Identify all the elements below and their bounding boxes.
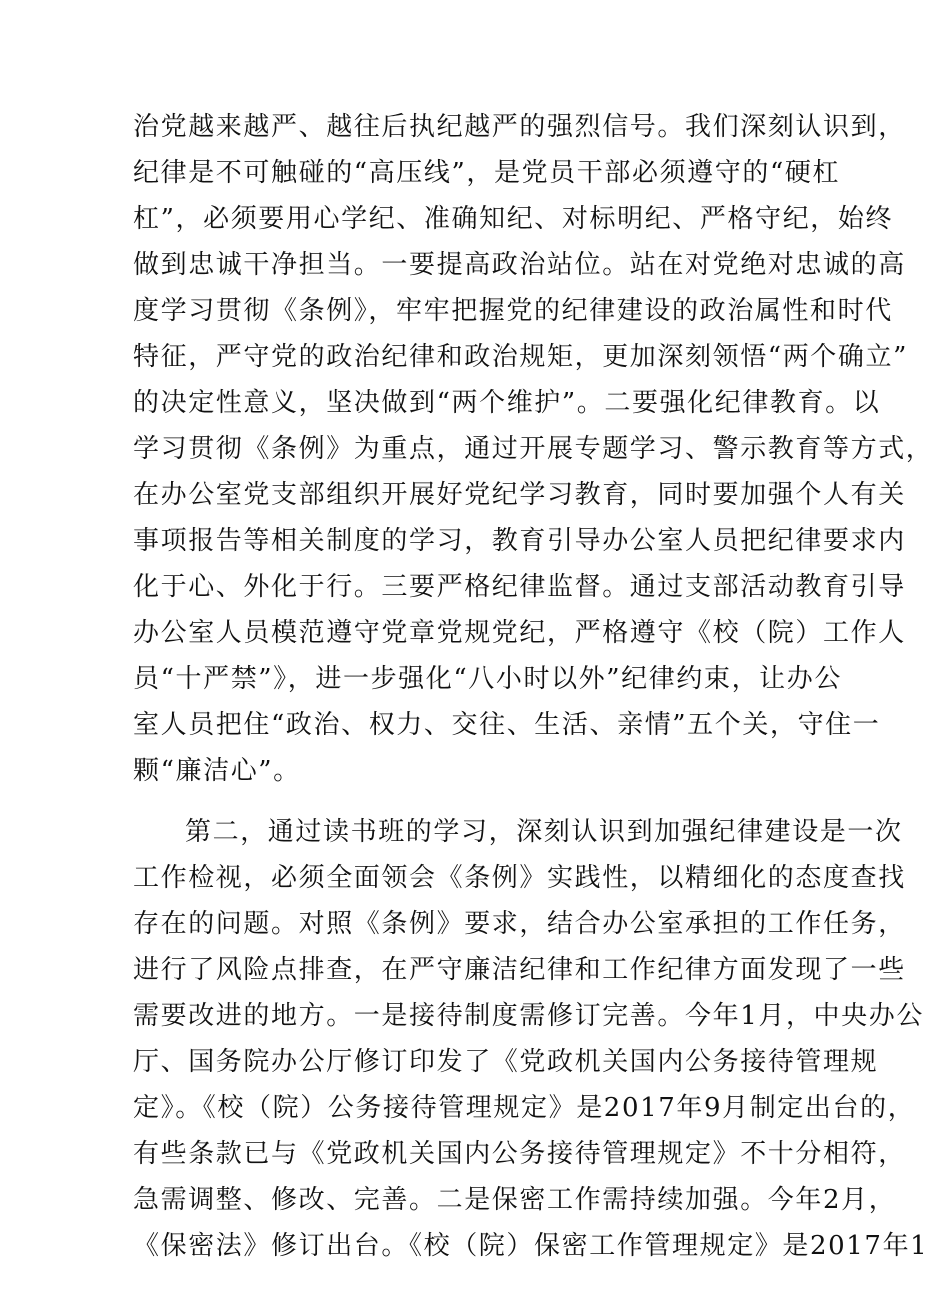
paragraph-1-line-2: 纪律是不可触碰的“高压线”，是党员干部必须遵守的“硬杠 xyxy=(133,158,841,188)
paragraph-2-line-8: 有些条款已与《党政机关国内公务接待管理规定》不十分相符， xyxy=(133,1139,906,1169)
paragraph-2-line-6: 厅、国务院办公厅修订印发了《党政机关国内公务接待管理规 xyxy=(133,1047,879,1077)
paragraph-1-line-13: 员“十严禁”》，进一步强化“八小时以外”纪律约束，让办公 xyxy=(133,664,842,694)
paragraph-1-line-12: 办公室人员模范遵守党章党规党纪，严格遵守《校（院）工作人 xyxy=(133,618,906,648)
paragraph-2-line-1: 第二，通过读书班的学习，深刻认识到加强纪律建设是一次 xyxy=(185,817,903,847)
paragraph-2-line-4: 进行了风险点排查，在严守廉洁纪律和工作纪律方面发现了一些 xyxy=(133,955,906,985)
paragraph-1-line-9: 在办公室党支部组织开展好党纪学习教育，同时要加强个人有关 xyxy=(133,480,906,510)
paragraph-1-line-3: 杠”，必须要用心学纪、准确知纪、对标明纪、严格守纪，始终 xyxy=(133,204,894,234)
paragraph-2-line-9: 急需调整、修改、完善。二是保密工作需持续加强。今年2月， xyxy=(133,1185,897,1215)
paragraph-1-line-7: 的决定性意义，坚决做到“两个维护”。二要强化纪律教育。以 xyxy=(133,388,881,418)
paragraph-2-line-5: 需要改进的地方。一是接待制度需修订完善。今年1月，中央办公 xyxy=(133,1001,924,1031)
paragraph-1-line-5: 度学习贯彻《条例》，牢牢把握党的纪律建设的政治属性和时代 xyxy=(133,296,893,326)
paragraph-1-line-8: 学习贯彻《条例》为重点，通过开展专题学习、警示教育等方式， xyxy=(133,434,933,464)
paragraph-2-line-2: 工作检视，必须全面领会《条例》实践性，以精细化的态度查找 xyxy=(133,863,906,893)
paragraph-2-line-10: 《保密法》修订出台。《校（院）保密工作管理规定》是2017年1 xyxy=(133,1231,929,1261)
paragraph-1-line-15: 颗“廉洁心”。 xyxy=(133,756,301,786)
paragraph-1-line-4: 做到忠诚干净担当。一要提高政治站位。站在对党绝对忠诚的高 xyxy=(133,250,906,280)
paragraph-1-line-6: 特征，严守党的政治纪律和政治规矩，更加深刻领悟“两个确立” xyxy=(133,342,908,372)
paragraph-1-line-10: 事项报告等相关制度的学习，教育引导办公室人员把纪律要求内 xyxy=(133,526,906,556)
paragraph-1-line-11: 化于心、外化于行。三要严格纪律监督。通过支部活动教育引导 xyxy=(133,572,906,602)
paragraph-2-line-3: 存在的问题。对照《条例》要求，结合办公室承担的工作任务， xyxy=(133,909,906,939)
paragraph-1-line-1: 治党越来越严、越往后执纪越严的强烈信号。我们深刻认识到， xyxy=(133,112,906,142)
paragraph-1-line-14: 室人员把住“政治、权力、交往、生活、亲情”五个关，守住一 xyxy=(133,710,881,740)
paragraph-2-line-7: 定》。《校（院）公务接待管理规定》是2017年9月制定出台的， xyxy=(133,1093,916,1123)
